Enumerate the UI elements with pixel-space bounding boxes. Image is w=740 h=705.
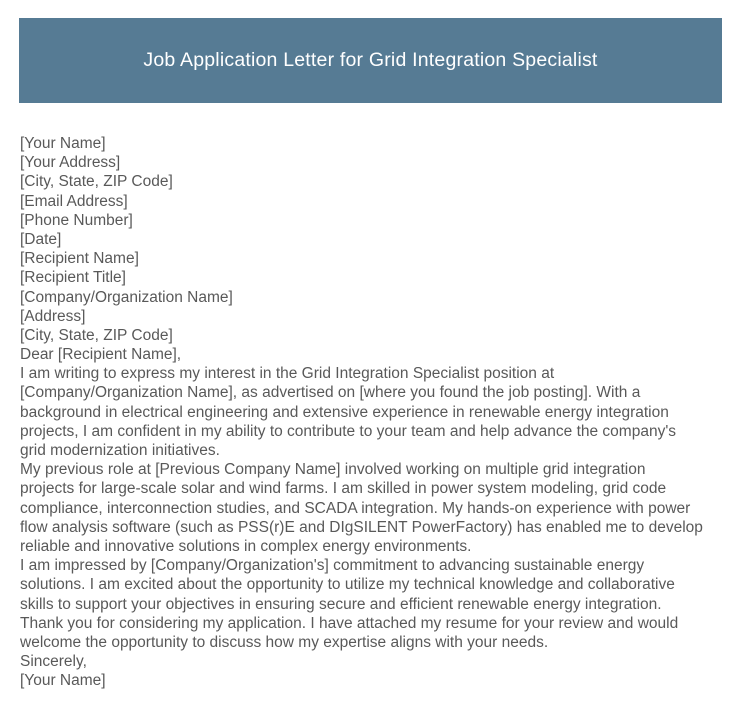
- letter-line: [Address]: [20, 307, 86, 325]
- letter-line: Sincerely,: [20, 653, 87, 671]
- letter-line: projects for large-scale solar and wind farms. I am skilled in power system modeling, grid code: [20, 480, 667, 498]
- letter-line: compliance, interconnection studies, and SCADA integration. My hands-on experience with power: [20, 499, 691, 517]
- letter-line: flow analysis software (such as PSS(r)E and DIgSILENT PowerFactory) has enabled me to develop: [20, 518, 703, 536]
- letter-line: [Your Name]: [20, 672, 106, 690]
- letter-line: [Phone Number]: [20, 211, 133, 229]
- recipient-block: [20, 249, 734, 345]
- letter-line: I am writing to express my interest in the Grid Integration Specialist position at: [20, 365, 555, 383]
- closing: [20, 652, 734, 671]
- letter-line: [Company/Organization Name], as advertised on [where you found the job posting]. With a: [20, 384, 641, 402]
- page-title: Job Application Letter for Grid Integration Specialist: [143, 49, 598, 71]
- letter-line: [Recipient Title]: [20, 269, 126, 287]
- letter-line: projects, I am confident in my ability to contribute to your team and help advance the company's: [20, 422, 677, 440]
- letter-line: [Email Address]: [20, 192, 128, 210]
- letter-line: My previous role at [Previous Company Name] involved working on multiple grid integration: [20, 461, 646, 479]
- letter-line: [Recipient Name]: [20, 250, 139, 268]
- paragraph-experience: [20, 460, 734, 556]
- paragraph-intro: [20, 364, 734, 460]
- letter-line: grid modernization initiatives.: [20, 442, 220, 459]
- header-banner: [19, 18, 722, 103]
- letter-line: Dear [Recipient Name],: [20, 346, 182, 364]
- sender-block: [20, 134, 734, 249]
- letter-line: [City, State, ZIP Code]: [20, 173, 173, 191]
- letter-line: skills to support your objectives in ensuring secure and efficient renewable energy integration.: [20, 595, 662, 613]
- paragraph-thanks: [20, 614, 734, 652]
- paragraph-motivation: [20, 556, 734, 614]
- letter-line: [Your Address]: [20, 154, 121, 172]
- letter-line: solutions. I am excited about the opportunity to utilize my technical knowledge and collaborative: [20, 576, 675, 594]
- letter-line: I am impressed by [Company/Organization's] commitment to advancing sustainable energy: [20, 557, 645, 575]
- letter-line: Thank you for considering my application. I have attached my resume for your review and would: [20, 614, 679, 632]
- letter-line: [Your Name]: [20, 135, 106, 152]
- salutation: [20, 345, 734, 364]
- letter-line: [Date]: [20, 230, 62, 248]
- letter-line: reliable and innovative solutions in complex energy environments.: [20, 537, 472, 555]
- signature: [20, 671, 734, 690]
- letter-line: welcome the opportunity to discuss how my expertise aligns with your needs.: [20, 633, 549, 651]
- letter-body: [20, 134, 734, 690]
- letter-line: [City, State, ZIP Code]: [20, 326, 173, 344]
- letter-line: [Company/Organization Name]: [20, 288, 233, 306]
- letter-line: background in electrical engineering and extensive experience in renewable energy integration: [20, 403, 669, 421]
